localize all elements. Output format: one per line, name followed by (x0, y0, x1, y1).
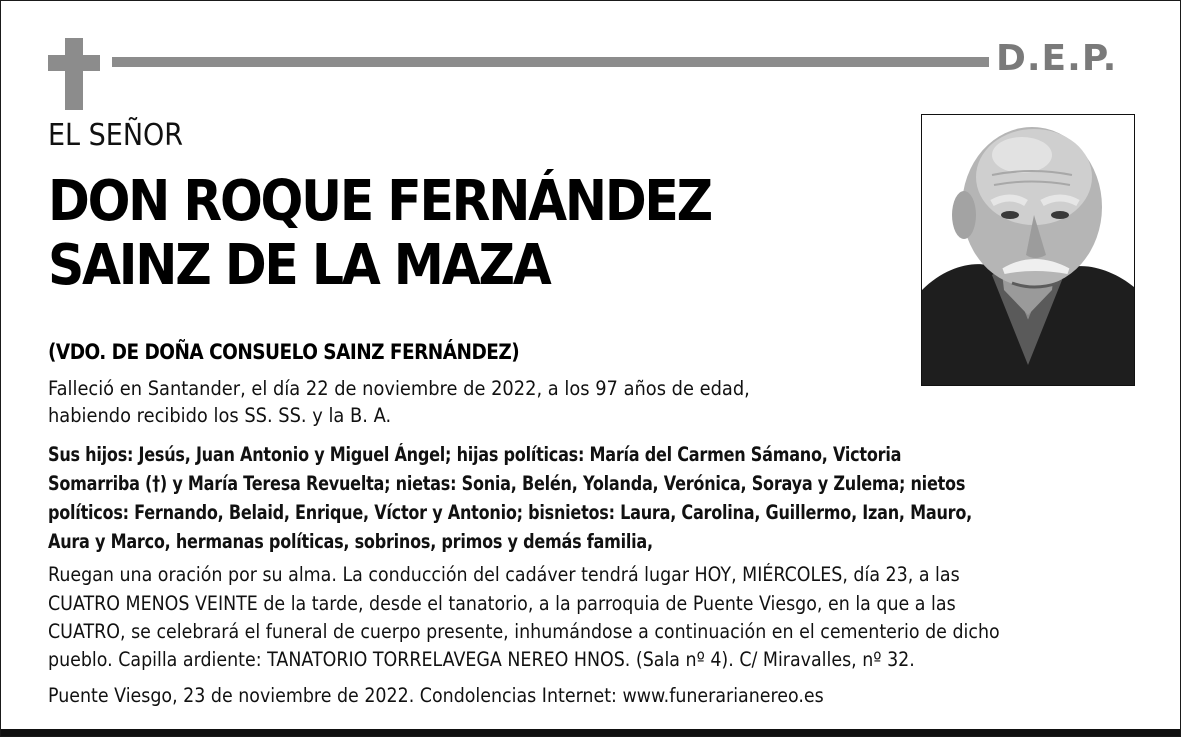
deceased-name-line-1: DON ROQUE FERNÁNDEZ (48, 169, 711, 234)
death-line-2: habiendo recibido los SS. SS. y la B. A. (48, 404, 392, 427)
dep-label: D.E.P. (996, 38, 1118, 79)
header-rule (112, 57, 989, 67)
family-line-2: Somarriba (†) y María Teresa Revuelta; nietas: Sonia, Belén, Yolanda, Verónica, Soraya y Zulema; nietos (48, 472, 966, 495)
honorific-title: EL SEÑOR (48, 118, 184, 153)
portrait-photo (921, 114, 1135, 386)
funeral-line-2: CUATRO MENOS VEINTE de la tarde, desde el tanatorio, a la parroquia de Puente Viesgo, en la que a las (48, 592, 956, 615)
deceased-name-line-2: SAINZ DE LA MAZA (48, 233, 550, 298)
cross-icon (48, 38, 100, 110)
funeral-line-3: CUATRO, se celebrará el funeral de cuerpo presente, inhumándose a continuación en el cementerio de dicho (48, 620, 1000, 643)
deceased-name (48, 170, 822, 298)
family-line-4: Aura y Marco, hermanas políticas, sobrinos, primos y demás familia, (48, 530, 653, 553)
bottom-border (1, 729, 1180, 736)
footer-line: Puente Viesgo, 23 de noviembre de 2022. Condolencias Internet: www.funerarianereo.es (48, 684, 824, 707)
family-line-1: Sus hijos: Jesús, Juan Antonio y Miguel Ángel; hijas políticas: María del Carmen Sámano, Victoria (48, 443, 902, 466)
widower-note: (VDO. DE DOÑA CONSUELO SAINZ FERNÁNDEZ) (48, 340, 520, 364)
funeral-line-1: Ruegan una oración por su alma. La conducción del cadáver tendrá lugar HOY, MIÉRCOLES, día 23, a las (48, 563, 960, 586)
family-line-3: políticos: Fernando, Belaid, Enrique, Víctor y Antonio; bisnietos: Laura, Carolina, Guillermo, Izan, Mauro, (48, 501, 972, 524)
funeral-line-4: pueblo. Capilla ardiente: TANATORIO TORRELAVEGA NEREO HNOS. (Sala nº 4). C/ Miravalles, nº 32. (48, 648, 915, 671)
death-line-1: Falleció en Santander, el día 22 de noviembre de 2022, a los 97 años de edad, (48, 377, 750, 400)
